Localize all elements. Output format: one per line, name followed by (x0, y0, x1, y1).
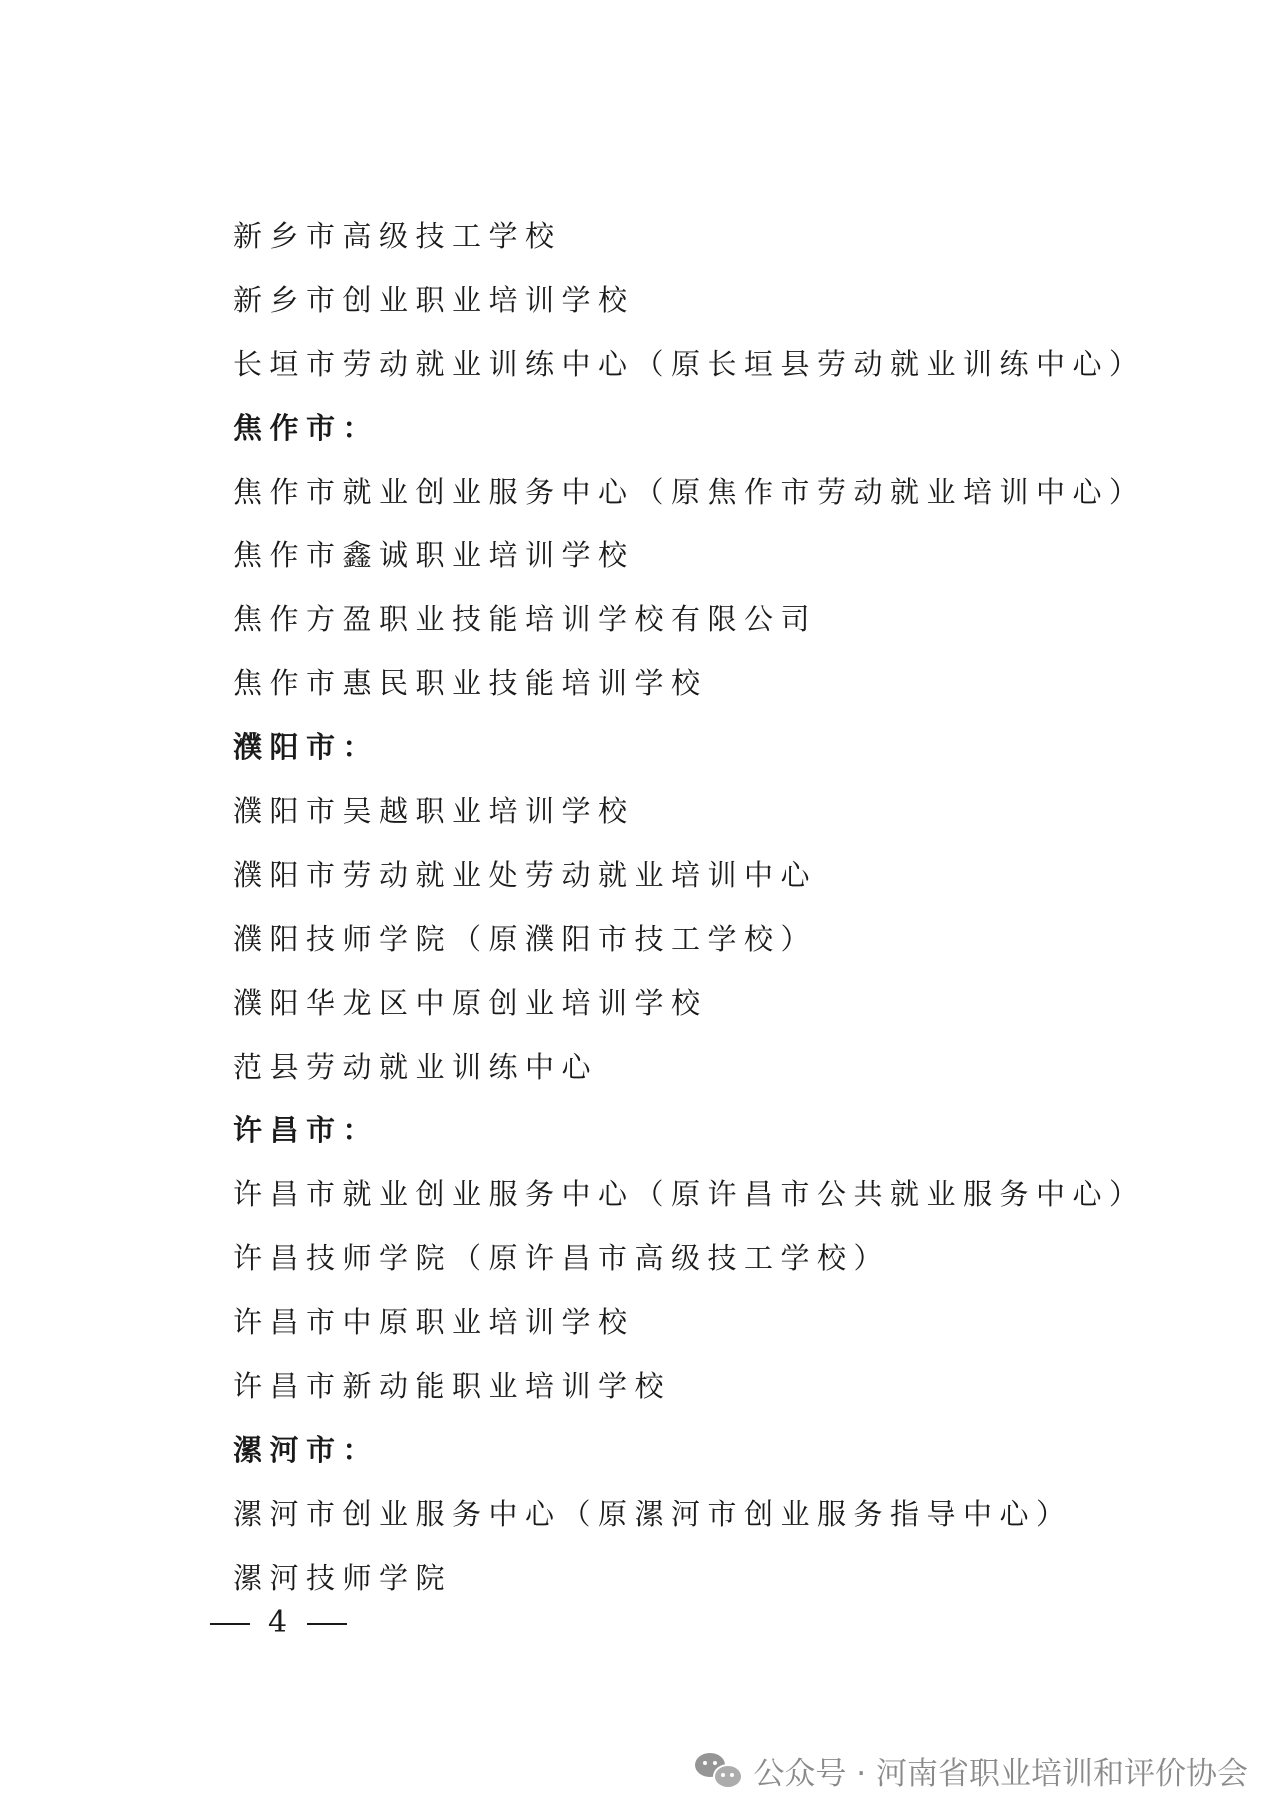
page-number (192, 1605, 365, 1640)
institution-name: 范县劳动就业训练中心 (233, 1049, 599, 1084)
institution-list (233, 205, 1193, 1611)
city-heading: 许昌市： (233, 1113, 380, 1148)
institution-name: 许昌市就业创业服务中心（原许昌市公共就业服务中心） (233, 1177, 1146, 1212)
institution-name: 漯河市创业服务中心（原漯河市创业服务指导中心） (233, 1496, 1073, 1531)
institution-name: 许昌市中原职业培训学校 (233, 1305, 635, 1340)
page-number-value: 4 (268, 1605, 290, 1640)
institution-name: 焦作市鑫诚职业培训学校 (233, 538, 635, 573)
institution-name: 濮阳技师学院（原濮阳市技工学校） (233, 921, 818, 956)
institution-name: 焦作市惠民职业技能培训学校 (233, 666, 708, 701)
wechat-icon (695, 1751, 741, 1789)
city-heading: 濮阳市： (233, 730, 380, 765)
page-number-dash-left (210, 1623, 250, 1625)
institution-name: 新乡市创业职业培训学校 (233, 282, 635, 317)
institution-name: 濮阳市吴越职业培训学校 (233, 794, 635, 829)
institution-name: 许昌市新动能职业培训学校 (233, 1369, 672, 1404)
city-heading: 漯河市： (233, 1432, 380, 1467)
institution-name: 长垣市劳动就业训练中心（原长垣县劳动就业训练中心） (233, 346, 1146, 381)
institution-name: 濮阳市劳动就业处劳动就业培训中心 (233, 857, 818, 892)
institution-name: 濮阳华龙区中原创业培训学校 (233, 985, 708, 1020)
watermark-text: 公众号 · 河南省职业培训和评价协会 (753, 1755, 1248, 1792)
institution-name: 焦作市就业创业服务中心（原焦作市劳动就业培训中心） (233, 474, 1146, 509)
institution-name: 焦作方盈职业技能培训学校有限公司 (233, 602, 818, 637)
wechat-bubble-small (713, 1764, 743, 1789)
city-heading: 焦作市： (233, 410, 380, 445)
wechat-watermark (695, 1750, 1248, 1790)
page-number-dash-right (307, 1623, 347, 1625)
institution-name: 漯河技师学院 (233, 1560, 453, 1595)
institution-name: 许昌技师学院（原许昌市高级技工学校） (233, 1241, 891, 1276)
institution-name: 新乡市高级技工学校 (233, 219, 562, 253)
